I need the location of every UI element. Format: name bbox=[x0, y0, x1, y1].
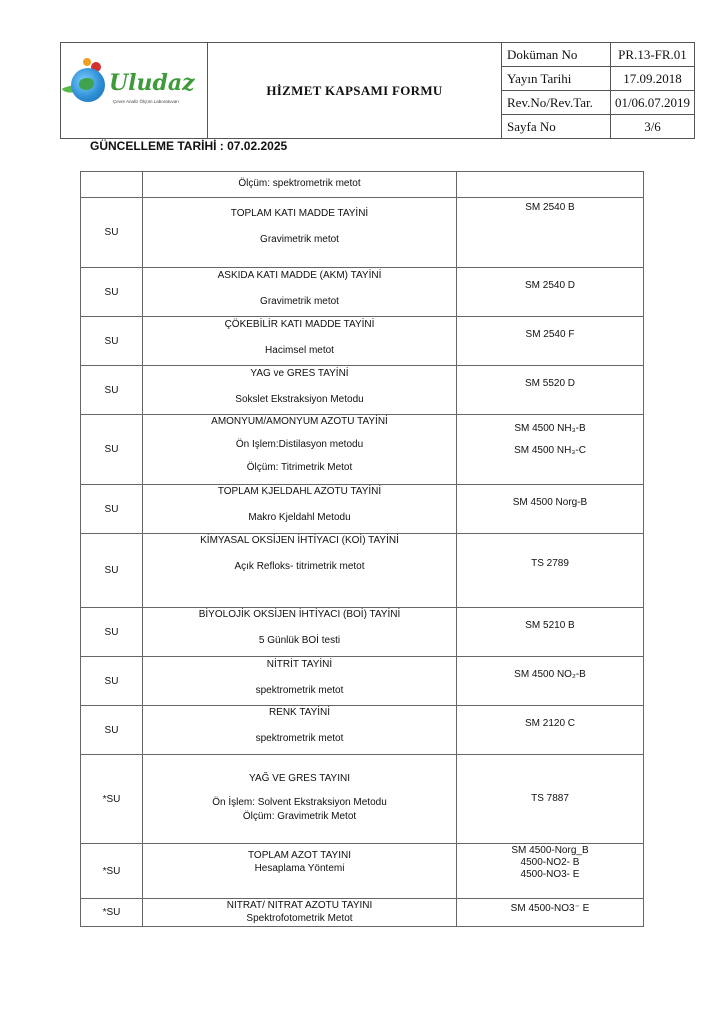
meta-value: 01/06.07.2019 bbox=[611, 91, 695, 115]
method-code: SM 2540 F bbox=[525, 329, 575, 340]
table-row bbox=[81, 899, 644, 927]
company-logo bbox=[61, 44, 207, 138]
meta-value: 3/6 bbox=[611, 115, 695, 139]
parameter-line: Spektrofotometrik Metot bbox=[246, 913, 353, 924]
parameter-cell bbox=[143, 844, 457, 899]
parameter-line: Hesaplama Yöntemi bbox=[254, 863, 345, 874]
table-row bbox=[81, 366, 644, 415]
matrix-cell: SU bbox=[81, 415, 143, 485]
parameter-cell bbox=[143, 534, 457, 608]
globe-icon bbox=[71, 68, 105, 102]
parameter-cell bbox=[143, 268, 457, 317]
parameter-line: Açık Refloks- titrimetrik metot bbox=[234, 561, 365, 572]
table-row bbox=[81, 534, 644, 608]
method-code: SM 2120 C bbox=[524, 718, 576, 729]
parameter-line: NİTRİT TAYİNİ bbox=[266, 659, 333, 670]
method-cell bbox=[457, 317, 644, 366]
matrix-cell: SU bbox=[81, 706, 143, 755]
matrix-cell: *SU bbox=[81, 844, 143, 899]
matrix-cell: SU bbox=[81, 608, 143, 657]
table-row bbox=[81, 268, 644, 317]
parameter-cell bbox=[143, 415, 457, 485]
method-cell bbox=[457, 268, 644, 317]
method-cell bbox=[457, 366, 644, 415]
parameter-line: spektrometrik metot bbox=[255, 685, 344, 696]
parameter-line: ASKIDA KATI MADDE (AKM) TAYİNİ bbox=[217, 270, 382, 281]
parameter-line: Ölçüm: Gravimetrik Metot bbox=[242, 811, 357, 822]
method-cell bbox=[457, 755, 644, 844]
method-code: SM 5210 B bbox=[525, 620, 575, 631]
brand-name: Uludaz bbox=[109, 69, 195, 96]
person-icon bbox=[83, 58, 91, 66]
meta-key: Yayın Tarihi bbox=[502, 67, 611, 91]
parameter-line: BİYOLOJİK OKSİJEN İHTİYACI (BOİ) TAYİNİ bbox=[198, 609, 401, 620]
logo-cell bbox=[61, 43, 208, 139]
method-code: SM 4500 NO₂-B bbox=[514, 669, 586, 680]
scope-table bbox=[80, 171, 644, 927]
table-row bbox=[81, 657, 644, 706]
parameter-line: AMONYUM/AMONYUM AZOTU TAYİNİ bbox=[211, 416, 388, 427]
matrix-cell: SU bbox=[81, 268, 143, 317]
parameter-cell bbox=[143, 608, 457, 657]
parameter-cell bbox=[143, 706, 457, 755]
table-row bbox=[81, 706, 644, 755]
method-cell bbox=[457, 899, 644, 927]
matrix-cell: *SU bbox=[81, 899, 143, 927]
matrix-cell: SU bbox=[81, 485, 143, 534]
method-code: SM 4500-Norg_B bbox=[511, 845, 589, 856]
method-code: SM 5520 D bbox=[524, 378, 576, 389]
meta-key: Rev.No/Rev.Tar. bbox=[502, 91, 611, 115]
matrix-cell: SU bbox=[81, 534, 143, 608]
method-code: 4500-NO2- B bbox=[520, 857, 580, 868]
matrix-cell: SU bbox=[81, 198, 143, 268]
parameter-cell bbox=[143, 899, 457, 927]
method-cell bbox=[457, 198, 644, 268]
matrix-cell: SU bbox=[81, 657, 143, 706]
parameter-cell bbox=[143, 317, 457, 366]
parameter-line: Ölçüm: Titrimetrik Metot bbox=[246, 462, 353, 473]
method-cell bbox=[457, 534, 644, 608]
table-row bbox=[81, 844, 644, 899]
matrix-cell bbox=[81, 172, 143, 198]
method-code: SM 4500-NO3⁻ E bbox=[510, 903, 590, 914]
meta-value: PR.13-FR.01 bbox=[611, 43, 695, 67]
table-row bbox=[81, 317, 644, 366]
table-row bbox=[81, 608, 644, 657]
parameter-line: Ölçüm: spektrometrik metot bbox=[238, 178, 361, 189]
parameter-line: YAĞ VE GRES TAYINI bbox=[249, 773, 350, 784]
parameter-line: Ön İşlem: Solvent Ekstraksiyon Metodu bbox=[212, 797, 387, 808]
parameter-line: Gravimetrik metot bbox=[260, 234, 339, 245]
method-cell bbox=[457, 844, 644, 899]
matrix-cell: SU bbox=[81, 366, 143, 415]
parameter-line: spektrometrik metot bbox=[255, 733, 344, 744]
parameter-line: YAG ve GRES TAYİNİ bbox=[250, 368, 349, 379]
parameter-cell bbox=[143, 485, 457, 534]
table-row bbox=[81, 755, 644, 844]
method-cell bbox=[457, 485, 644, 534]
table-row bbox=[81, 198, 644, 268]
parameter-line: TOPLAM KJELDAHL AZOTU TAYİNİ bbox=[217, 486, 382, 497]
parameter-line: ÇÖKEBİLİR KATI MADDE TAYİNİ bbox=[224, 319, 375, 330]
meta-key: Doküman No bbox=[502, 43, 611, 67]
parameter-cell bbox=[143, 657, 457, 706]
meta-value: 17.09.2018 bbox=[611, 67, 695, 91]
parameter-line: Ön Işlem:Distilasyon metodu bbox=[235, 439, 364, 450]
parameter-line: Gravimetrik metot bbox=[260, 296, 339, 307]
parameter-line: Makro Kjeldahl Metodu bbox=[248, 512, 351, 523]
parameter-line: NITRAT/ NITRAT AZOTU TAYINI bbox=[226, 900, 373, 911]
document-header bbox=[60, 42, 695, 139]
table-row bbox=[81, 415, 644, 485]
method-code: SM 4500 NH₃-C bbox=[514, 445, 586, 456]
method-cell bbox=[457, 415, 644, 485]
parameter-line: KİMYASAL OKSİJEN İHTİYACI (KOİ) TAYİNİ bbox=[200, 535, 399, 546]
parameter-line: TOPLAM KATI MADDE TAYİNİ bbox=[230, 208, 369, 219]
method-cell bbox=[457, 172, 644, 198]
parameter-line: Hacimsel metot bbox=[265, 345, 334, 356]
matrix-cell: *SU bbox=[81, 755, 143, 844]
method-code: TS 7887 bbox=[531, 793, 569, 804]
method-code: SM 2540 D bbox=[524, 280, 576, 291]
method-cell bbox=[457, 608, 644, 657]
brand-tagline: Çevre Analiz Ölçüm Laboratuvarı bbox=[113, 98, 180, 104]
method-code: 4500-NO3- E bbox=[520, 869, 580, 880]
form-title: HİZMET KAPSAMI FORMU bbox=[208, 43, 502, 139]
parameter-line: 5 Günlük BOİ testi bbox=[258, 635, 341, 646]
parameter-line: Sokslet Ekstraksiyon Metodu bbox=[235, 394, 364, 405]
matrix-cell: SU bbox=[81, 317, 143, 366]
table-row bbox=[81, 172, 644, 198]
parameter-line: TOPLAM AZOT TAYINI bbox=[248, 850, 351, 861]
parameter-cell bbox=[143, 366, 457, 415]
meta-key: Sayfa No bbox=[502, 115, 611, 139]
update-date: GÜNCELLEME TARİHİ : 07.02.2025 bbox=[90, 139, 288, 153]
parameter-line: RENK TAYİNİ bbox=[268, 707, 331, 718]
method-cell bbox=[457, 706, 644, 755]
method-cell bbox=[457, 657, 644, 706]
method-code: TS 2789 bbox=[531, 558, 569, 569]
method-code: SM 4500 NH₃-B bbox=[514, 423, 586, 434]
table-row bbox=[81, 485, 644, 534]
method-code: SM 4500 Norg-B bbox=[512, 497, 588, 508]
parameter-cell bbox=[143, 755, 457, 844]
parameter-cell bbox=[143, 198, 457, 268]
method-code: SM 2540 B bbox=[525, 202, 575, 213]
parameter-cell bbox=[143, 172, 457, 198]
